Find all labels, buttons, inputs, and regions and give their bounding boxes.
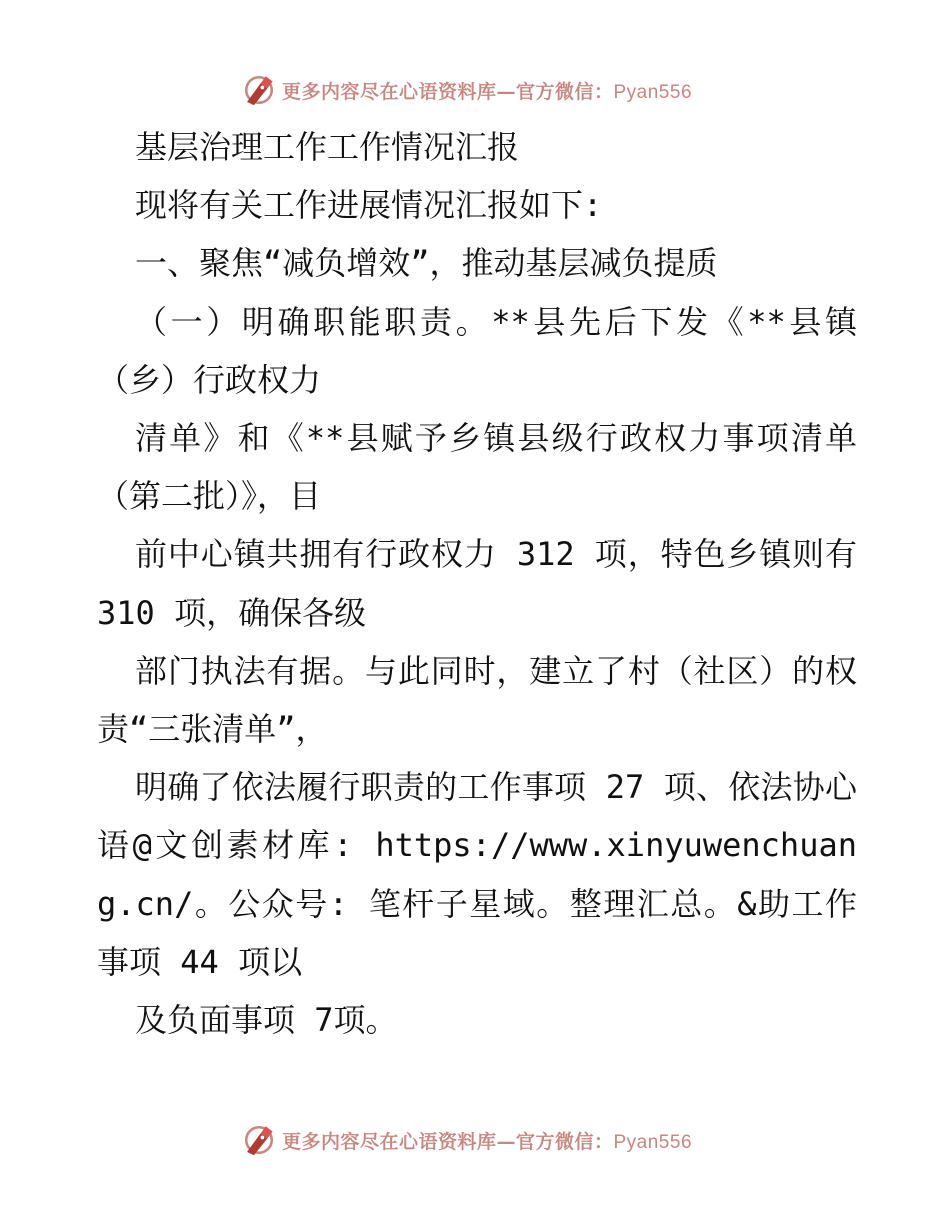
footer-watermark bbox=[0, 1120, 950, 1160]
document-title: 基层治理工作工作情况汇报 bbox=[135, 128, 520, 166]
pen-nib-logo-icon bbox=[242, 73, 276, 107]
watermark-text: 更多内容尽在心语资料库—官方微信：Pyan556 bbox=[281, 80, 693, 103]
body-paragraph: （一）明确职能职责。**县先后下发《**县镇（乡）行政权力 bbox=[97, 302, 857, 399]
body-paragraph: 明确了依法履行职责的工作事项 27 项、依法协心语@文创素材库: https://www.xinyuwenchuang.cn/。公众号: 笔杆子星域。整理汇总。&助工作事项 44 项以 bbox=[97, 768, 857, 981]
pen-nib-logo-icon bbox=[242, 1123, 276, 1157]
wechat-id: Pyan556 bbox=[613, 1131, 693, 1153]
section-heading: 一、聚焦“减负增效”，推动基层减负提质 bbox=[135, 244, 718, 283]
watermark-text: 更多内容尽在心语资料库—官方微信：Pyan556 bbox=[281, 1130, 693, 1153]
intro-paragraph: 现将有关工作进展情况汇报如下: bbox=[135, 186, 603, 225]
wechat-id: Pyan556 bbox=[613, 81, 693, 103]
header-watermark bbox=[0, 70, 950, 110]
document-body bbox=[97, 118, 857, 1049]
body-paragraph: 前中心镇共拥有行政权力 312 项，特色乡镇则有 310 项，确保各级 bbox=[97, 535, 857, 632]
body-paragraph: 部门执法有据。与此同时，建立了村（社区）的权责“三张清单”， bbox=[97, 651, 857, 749]
body-paragraph: 及负面事项 7项。 bbox=[135, 1001, 398, 1040]
body-paragraph: 清单》和《**县赋予乡镇县级行政权力事项清单（第二批）》，目 bbox=[97, 419, 857, 516]
